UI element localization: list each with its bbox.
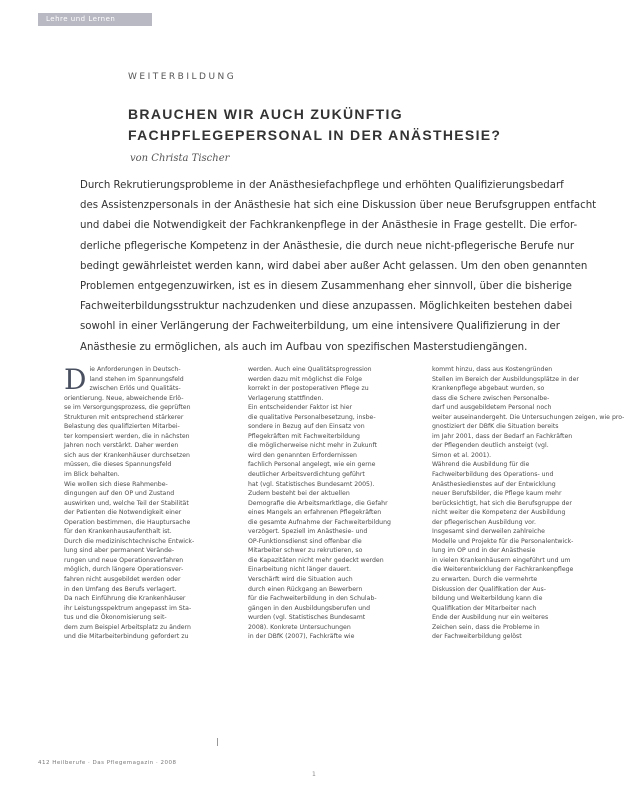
- body-line: Da nach Einführung die Krankenhäuser: [64, 595, 186, 603]
- lead-line: sowohl in einer Verlängerung der Fachweiterbildung, um eine intensivere Qualifizierung in der: [80, 321, 560, 333]
- body-line: Zudem besteht bei der aktuellen: [248, 490, 350, 498]
- body-line: Durch die medizinischtechnische Entwick-: [64, 537, 195, 545]
- article-title: [128, 104, 568, 146]
- body-line: lung im OP und in der Anästhesie: [432, 547, 536, 555]
- body-line: land stehen im Spannungsfeld: [89, 375, 184, 383]
- body-line: Zeichen sein, dass die Probleme in: [432, 623, 540, 631]
- body-line: Ein entscheidender Faktor ist hier: [248, 404, 353, 412]
- body-line: bildung und Weiterbildung kann die: [432, 595, 543, 603]
- body-line: eines Mangels an erfahrenen Pflegekräften: [248, 509, 382, 517]
- lead-line: Fachweiterbildungsstruktur nachzudenken und diese anzupassen. Möglichkeiten bestehen dabei: [80, 301, 573, 313]
- lead-line: des Assistenzpersonals in der Anästhesie hat sich eine Diskussion über neue Berufsgruppen entfacht: [80, 200, 597, 212]
- body-line: Verschärft wird die Situation auch: [248, 576, 353, 584]
- body-line: Insgesamt sind derweilen zahlreiche: [432, 528, 545, 536]
- body-line: gängen in den Ausbildungsberufen und: [248, 604, 371, 612]
- body-line: Jahren noch verstärkt. Daher werden: [64, 442, 179, 450]
- body-line: orientierung. Neue, abweichende Erlö-: [64, 394, 184, 402]
- body-line: sondere in Bezug auf den Einsatz von: [248, 423, 365, 431]
- body-line: zwischen Erlös und Qualitäts-: [89, 385, 181, 393]
- lead-line: Durch Rekrutierungsprobleme in der Anästhesiefachpflege und erhöhten Qualifizierungsbedarf: [80, 180, 564, 191]
- body-line: lung sind aber permanent Verände-: [64, 547, 175, 555]
- dropcap: D: [64, 363, 87, 396]
- body-line: nicht weiter die Kompetenz der Ausbildung: [432, 509, 566, 517]
- article-byline: von Christa Tischer: [130, 153, 230, 164]
- body-line: Modelle und Projekte für die Personalentwick-: [432, 537, 574, 545]
- body-line: Fachweiterbildung des Operations- und: [432, 471, 554, 479]
- body-line: Demografie die Arbeitsmarktlage, die Gefahr: [248, 499, 388, 507]
- body-line: der Pflegenden deutlich ansteigt (vgl.: [432, 442, 549, 450]
- column-end-mark: |: [216, 737, 219, 746]
- body-line: werden. Auch eine Qualitätsprogression: [248, 366, 372, 373]
- body-line: hat (vgl. Statistisches Bundesamt 2005).: [248, 480, 375, 488]
- body-line: möglich, durch längere Operationsver-: [64, 566, 184, 574]
- body-line: auswirken und, welche Teil der Stabilität: [64, 499, 189, 507]
- body-line: im Blick behalten.: [64, 471, 120, 479]
- lead-line: bedingt gewährleistet werden kann, wird dabei aber außer Acht gelassen. Um den oben genannten: [80, 260, 588, 272]
- body-line: korrekt in der postoperativen Pflege zu: [248, 385, 369, 393]
- body-line: und die Mitarbeiterbindung gefordert zu: [64, 633, 189, 641]
- body-line: Belastung des qualifizierten Mitarbei-: [64, 423, 180, 431]
- body-line: fachlich Personal angelegt, wie ein gerne: [248, 461, 376, 469]
- page-corner-mark: 1: [312, 771, 316, 778]
- body-line: Operation bestimmen, die Hauptursache: [64, 518, 191, 526]
- body-line: Pflegekräften mit Fachweiterbildung: [248, 432, 360, 440]
- body-line: in vielen Krankenhäusern eingeführt und um: [432, 556, 571, 564]
- body-line: für die Fachweiterbildung in den Schulab-: [248, 595, 377, 603]
- body-line: Ende der Ausbildung nur ein weiteres: [432, 614, 549, 622]
- body-line: Während die Ausbildung für die: [432, 461, 530, 469]
- body-line: die Kapazitäten nicht mehr gedeckt werden: [248, 556, 384, 564]
- body-line: 2008). Konkrete Untersuchungen: [248, 623, 351, 631]
- body-line: sich aus der Krankenhäuser durchsetzen: [64, 451, 190, 459]
- article-kicker: WEITERBILDUNG: [128, 72, 237, 82]
- body-line: weiter auseinandergeht. Die Untersuchungen zeigen, wie pro-: [432, 413, 624, 421]
- body-line: rungen und neue Operationsverfahren: [64, 556, 184, 564]
- body-line: in den Umfang des Berufs verlagert.: [64, 585, 177, 593]
- body-line: se im Versorgungsprozess, die geprüften: [64, 404, 191, 412]
- body-line: OP-Funktionsdienst sind offenbar die: [248, 537, 362, 545]
- body-line: wird den genannten Erfordernissen: [248, 451, 357, 459]
- body-line: die Weiterentwicklung der Fachkrankenpflege: [432, 566, 574, 574]
- body-line: Krankenpflege abgebaut wurden, so: [432, 385, 545, 393]
- body-line: berücksichtigt, hat sich die Berufsgruppe der: [432, 499, 572, 507]
- body-column-2: [248, 365, 391, 642]
- body-line: darf und ausgebildetem Personal noch: [432, 404, 552, 412]
- body-line: für den Krankenhausaufenthalt ist.: [64, 528, 172, 536]
- body-line: Stellen im Bereich der Ausbildungsplätze in der: [432, 375, 579, 383]
- body-line: müssen, die dieses Spannungsfeld: [64, 461, 172, 469]
- body-line: Wie wollen sich diese Rahmenbe-: [64, 480, 168, 488]
- body-line: dingungen auf den OP und Zustand: [64, 490, 175, 498]
- body-line: ihr Leistungsspektrum angepasst im Sta-: [64, 604, 192, 612]
- body-line: Simon et al. 2001).: [432, 451, 492, 459]
- body-line: Strukturen mit entsprechend stärkerer: [64, 413, 184, 421]
- lead-line: derliche pflegerische Kompetenz in der Anästhesie, die durch neue nicht-pflegerische Berufe nur: [80, 240, 575, 252]
- title-line: BRAUCHEN WIR AUCH ZUKÜNFTIG: [128, 106, 403, 122]
- body-line: Mitarbeiter schwer zu rekrutieren, so: [248, 547, 363, 555]
- article-lead: [80, 176, 597, 358]
- body-line: verzögert. Speziell im Anästhesie- und: [248, 528, 368, 536]
- page-footer: 412 Heilberufe · Das Pflegemagazin · 2008: [38, 760, 177, 766]
- body-line: tus und die Ökonomisierung seit-: [64, 614, 167, 622]
- body-line: die gesamte Aufnahme der Fachweiterbildung: [248, 518, 391, 526]
- body-line: kommt hinzu, dass aus Kostengründen: [432, 366, 553, 373]
- body-line: gnostiziert der DBfK die Situation bereits: [432, 423, 559, 431]
- body-line: ter kompensiert werden, die in nächsten: [64, 432, 190, 440]
- body-line: dem zum Beispiel Arbeitsplatz zu ändern: [64, 623, 191, 631]
- body-line: dass die Schere zwischen Personalbe-: [432, 394, 550, 402]
- body-line: der Patienten die Notwendigkeit einer: [64, 509, 182, 517]
- lead-line: und dabei die Notwendigkeit der Fachkrankenpflege in der Anästhesie in Frage gestellt. Die erfor-: [80, 220, 578, 232]
- body-line: durch einen Rückgang an Bewerbern: [248, 585, 363, 593]
- body-line: deutlicher Arbeitsverdichtung geführt: [248, 471, 365, 479]
- title-line: FACHPFLEGEPERSONAL IN DER ANÄSTHESIE?: [128, 127, 502, 143]
- lead-line: Problemen entgegenzuwirken, ist es in diesem Zusammenhang eher sinnvoll, über die bisherige: [80, 281, 572, 293]
- body-line: die möglicherweise nicht mehr in Zukunft: [248, 442, 377, 450]
- body-line: werden dazu mit möglichst die Folge: [248, 375, 363, 383]
- body-line: im Jahr 2001, dass der Bedarf an Fachkräften: [432, 432, 573, 440]
- body-line: der pflegerischen Ausbildung vor.: [432, 518, 536, 526]
- body-line: neuer Berufsbilder, die Pflege kaum mehr: [432, 490, 562, 498]
- body-line: in der DBfK (2007), Fachkräfte wie: [248, 633, 355, 641]
- body-column-3: [432, 365, 624, 642]
- body-line: Einarbeitung nicht länger dauert.: [248, 566, 351, 574]
- body-line: fahren nicht ausgebildet werden oder: [64, 576, 181, 584]
- body-column-1: [64, 365, 196, 642]
- body-line: der Fachweiterbildung gelöst: [432, 633, 522, 641]
- body-line: Diskussion der Qualifikation der Aus-: [432, 585, 546, 593]
- body-line: Anästhesiedienstes auf der Entwicklung: [432, 480, 556, 488]
- section-tag: Lehre und Lernen: [38, 13, 152, 26]
- body-line: Verlagerung stattfinden.: [248, 394, 324, 402]
- lead-line: Anästhesie zu ermöglichen, als auch im Aufbau von spezifischen Masterstudiengängen.: [80, 341, 528, 353]
- body-line: die qualitative Personalbesetzung, insbe-: [248, 413, 376, 421]
- body-line: zu erwarten. Durch die vermehrte: [432, 576, 538, 584]
- body-line: Qualifikation der Mitarbeiter nach: [432, 604, 537, 612]
- body-line: ie Anforderungen in Deutsch-: [89, 366, 181, 373]
- body-line: wurden (vgl. Statistisches Bundesamt: [248, 614, 366, 622]
